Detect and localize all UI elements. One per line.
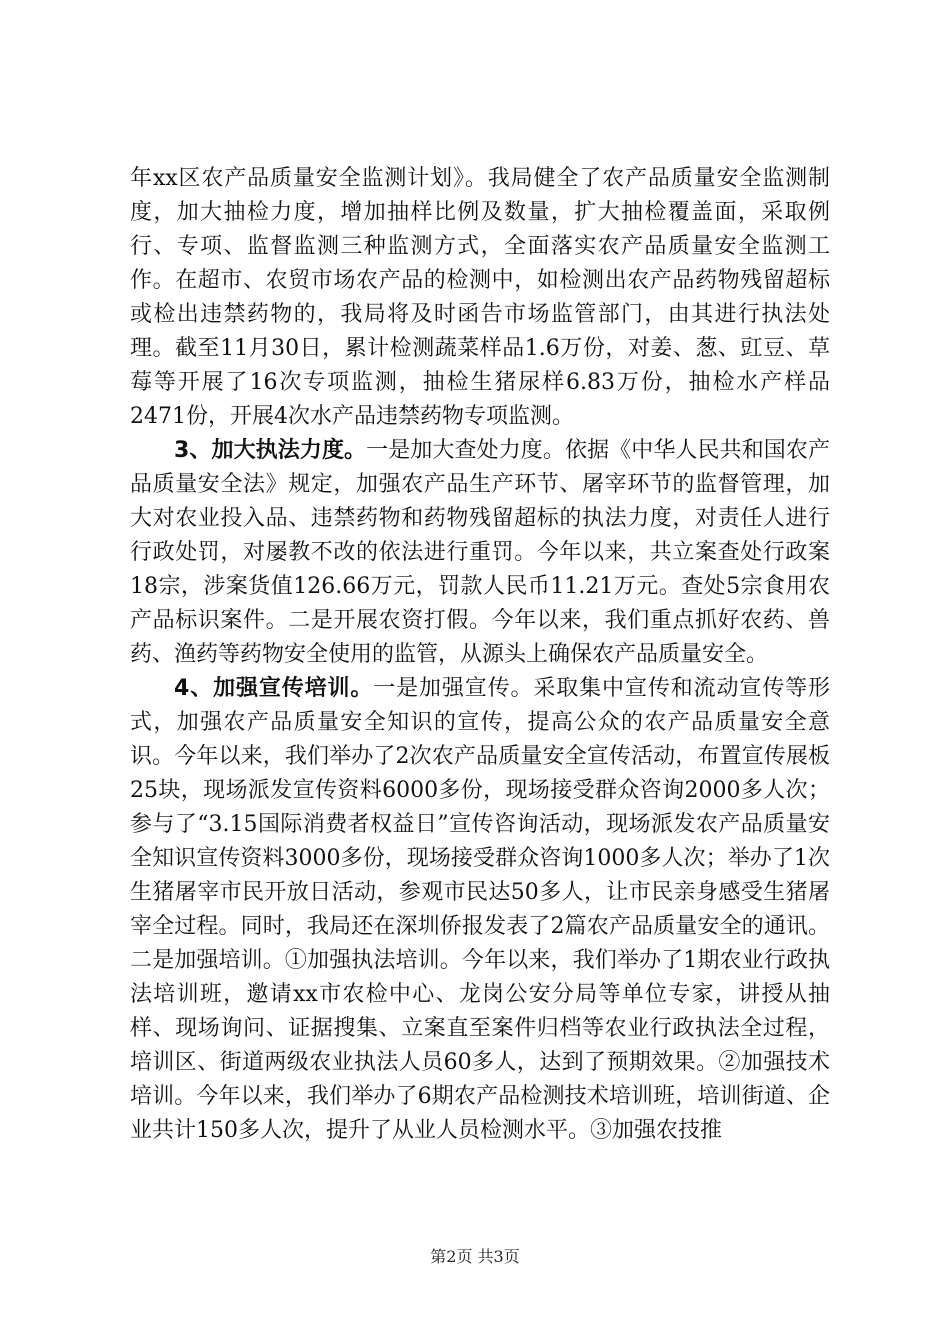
- paragraph-publicity-training: [130, 672, 830, 1148]
- page-number: 第2页 共3页: [430, 1247, 520, 1266]
- paragraph-text: 一是加强宣传。采取集中宣传和流动宣传等形式，加强农产品质量安全知识的宣传，提高公众的农产品质量安全意识。今年以来，我们举办了2次农产品质量安全宣传活动，布置宣传展板25块，现场派发宣传资料6000多份，现场接受群众咨询2000多人次；参与了“3.15国际消费者权益日”宣传咨询活动，现场派发农产品质量安全知识宣传资料3000多份，现场接受群众咨询1000多人次；举办了1次生猪屠宰市民开放日活动，参观市民达50多人，让市民亲身感受生猪屠宰全过程。同时，我局还在深圳侨报发表了2篇农产品质量安全的通讯。二是加强培训。①加强执法培训。今年以来，我们举办了1期农业行政执法培训班，邀请xx市农检中心、龙岗公安分局等单位专家，讲授从抽样、现场询问、证据搜集、立案直至案件归档等农业行政执法全过程，培训区、街道两级农业执法人员60多人，达到了预期效果。②加强技术培训。今年以来，我们举办了6期农产品检测技术培训班，培训街道、企业共计150多人次，提升了从业人员检测水平。③加强农技推: [130, 676, 830, 1143]
- section-heading: 3、加大执法力度。: [174, 438, 367, 463]
- document-body: [130, 162, 830, 1148]
- paragraph-enforcement: [130, 434, 830, 672]
- paragraph-text: 一是加大查处力度。依据《中华人民共和国农产品质量安全法》规定，加强农产品生产环节、屠宰环节的监督管理，加大对农业投入品、违禁药物和药物残留超标的执法力度，对责任人进行行政处罚，对屡教不改的依法进行重罚。今年以来，共立案查处行政案18宗，涉案货值126.66万元，罚款人民币11.21万元。查处5宗食用农产品标识案件。二是开展农资打假。今年以来，我们重点抓好农药、兽药、渔药等药物安全使用的监管，从源头上确保农产品质量安全。: [130, 438, 830, 667]
- page-footer: [0, 1247, 950, 1267]
- paragraph-text: 年xx区农产品质量安全监测计划》。我局健全了农产品质量安全监测制度，加大抽检力度，增加抽样比例及数量，扩大抽检覆盖面，采取例行、专项、监督监测三种监测方式，全面落实农产品质量安全监测工作。在超市、农贸市场农产品的检测中，如检测出农产品药物残留超标或检出违禁药物的，我局将及时函告市场监管部门，由其进行执法处理。截至11月30日，累计检测蔬菜样品1.6万份，对姜、葱、豇豆、草莓等开展了16次专项监测，抽检生猪尿样6.83万份，抽检水产样品2471份，开展4次水产品违禁药物专项监测。: [130, 166, 830, 429]
- section-heading: 4、加强宣传培训。: [174, 676, 374, 701]
- paragraph-monitoring: [130, 162, 830, 434]
